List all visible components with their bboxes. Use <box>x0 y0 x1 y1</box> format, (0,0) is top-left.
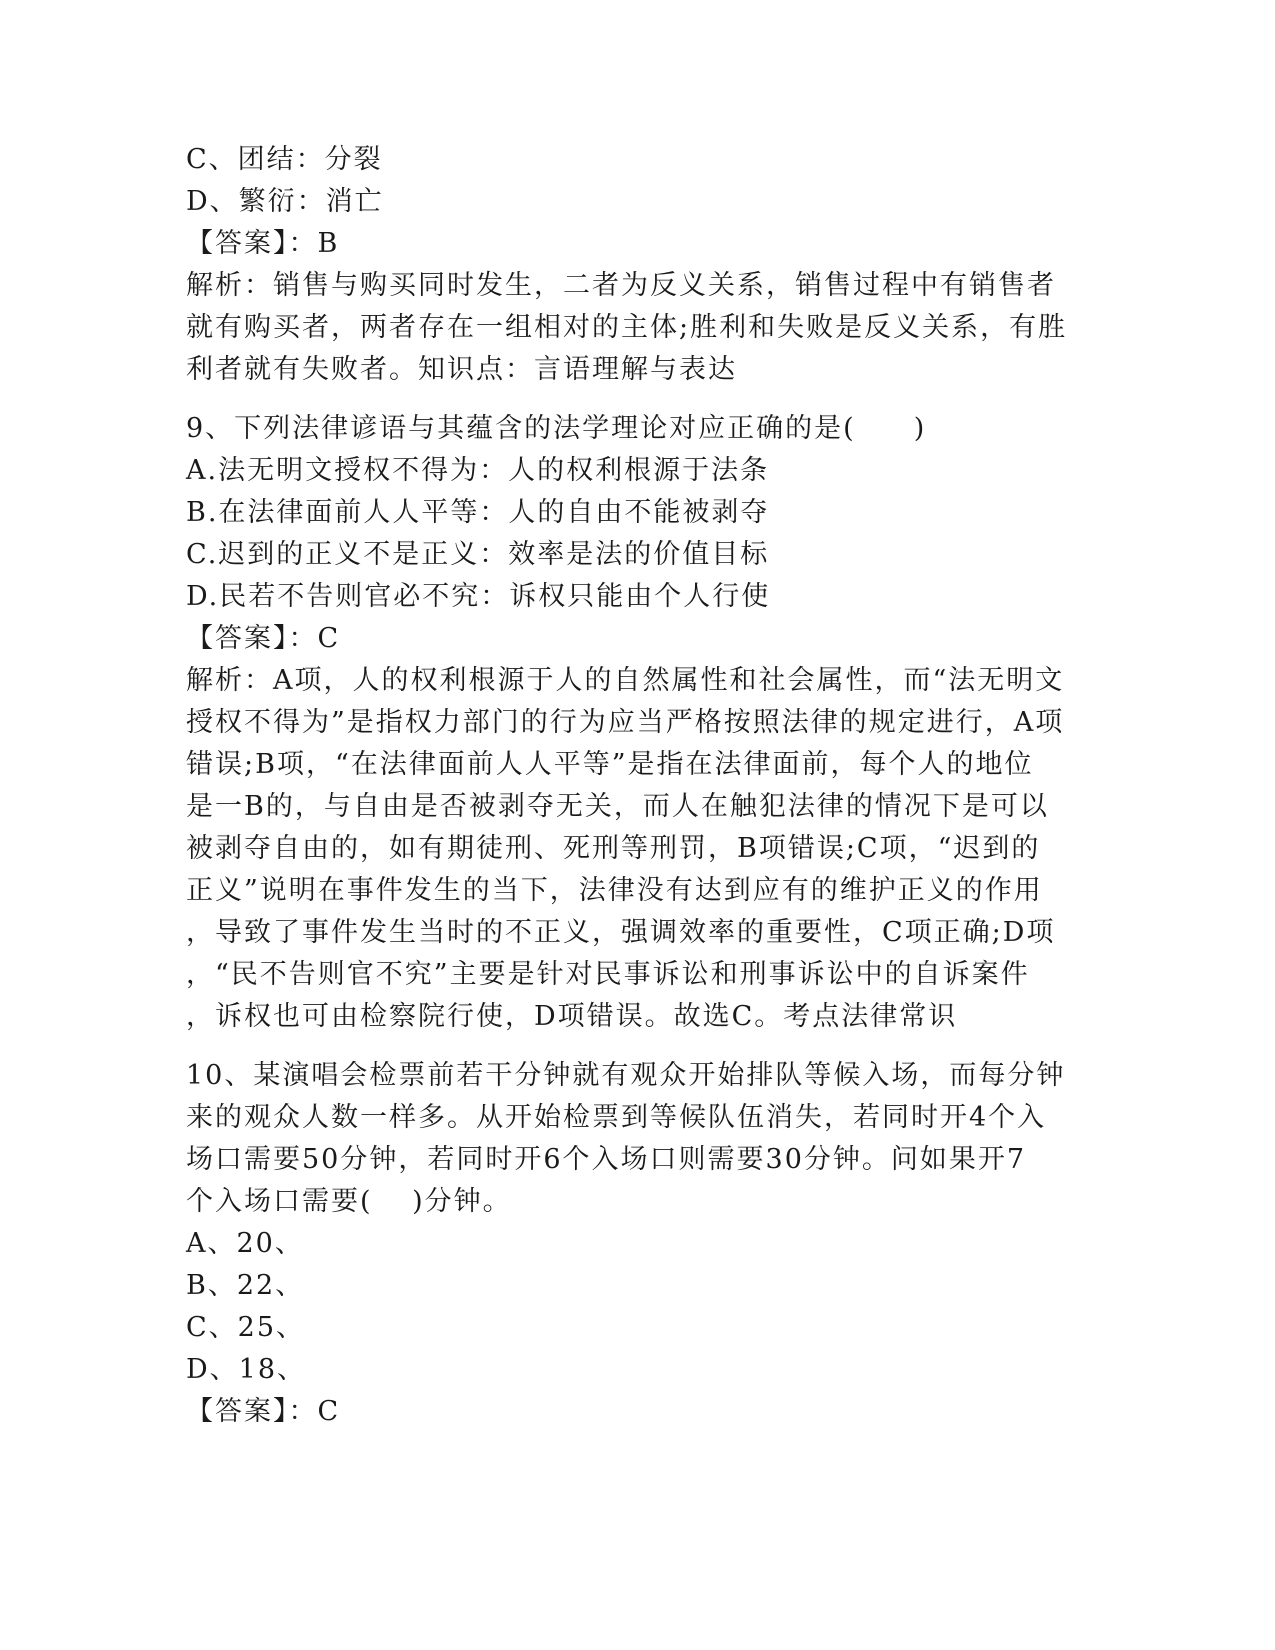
q9-option-b: B.在法律面前人人平等：人的自由不能被剥夺 <box>186 497 770 528</box>
q8-analysis-line: 就有购买者，两者存在一组相对的主体;胜利和失败是反义关系，有胜 <box>186 312 1068 343</box>
q9-answer: 【答案】：C <box>186 623 341 654</box>
q9-analysis-line: 授权不得为”是指权力部门的行为应当严格按照法律的规定进行，A项 <box>186 707 1065 738</box>
q9-option-d: D.民若不告则官必不究：诉权只能由个人行使 <box>186 581 771 612</box>
q9-option-c: C.迟到的正义不是正义：效率是法的价值目标 <box>186 539 770 570</box>
q10-option-a: A、20、 <box>186 1228 304 1259</box>
q9-analysis-line: 解析：A项，人的权利根源于人的自然属性和社会属性，而“法无明文 <box>186 665 1065 696</box>
q10-option-d: D、18、 <box>186 1354 307 1385</box>
q9-analysis-line: 正义”说明在事件发生的当下，法律没有达到应有的维护正义的作用 <box>186 875 1043 906</box>
q10-question-line: 来的观众人数一样多。从开始检票到等候队伍消失，若同时开4个入 <box>186 1102 1047 1133</box>
q9-analysis-line: 被剥夺自由的，如有期徒刑、死刑等刑罚，B项错误;C项，“迟到的 <box>186 833 1041 864</box>
q9-option-a: A.法无明文授权不得为：人的权利根源于法条 <box>186 455 770 486</box>
q10-question-line: 场口需要50分钟，若同时开6个入场口则需要30分钟。问如果开7 <box>186 1144 1027 1175</box>
q10-option-b: B、22、 <box>186 1270 305 1301</box>
q8-analysis-line: 解析：销售与购买同时发生，二者为反义关系，销售过程中有销售者 <box>186 270 1056 301</box>
q8-analysis-line: 利者就有失败者。知识点：言语理解与表达 <box>186 354 737 385</box>
q10-question-line: 10、某演唱会检票前若干分钟就有观众开始排队等候入场，而每分钟 <box>186 1060 1066 1091</box>
q9-question: 9、下列法律谚语与其蕴含的法学理论对应正确的是( ) <box>186 413 927 444</box>
q10-question-line: 个入场口需要( )分钟。 <box>186 1186 512 1217</box>
q8-option-c: C、团结：分裂 <box>186 144 383 175</box>
q9-analysis-line: 是一B的，与自由是否被剥夺无关，而人在触犯法律的情况下是可以 <box>186 791 1049 822</box>
q9-analysis-line: ，导致了事件发生当时的不正义，强调效率的重要性，C项正确;D项 <box>186 917 1056 948</box>
q10-option-c: C、25、 <box>186 1312 306 1343</box>
q9-analysis-line: ，诉权也可由检察院行使，D项错误。故选C。考点法律常识 <box>186 1001 958 1032</box>
q8-answer: 【答案】：B <box>186 228 340 259</box>
q9-analysis-line: ，“民不告则官不究”主要是针对民事诉讼和刑事诉讼中的自诉案件 <box>186 959 1030 990</box>
q8-option-d: D、繁衍：消亡 <box>186 186 384 217</box>
q9-analysis-line: 错误;B项，“在法律面前人人平等”是指在法律面前，每个人的地位 <box>186 749 1034 780</box>
q10-answer: 【答案】：C <box>186 1396 341 1427</box>
